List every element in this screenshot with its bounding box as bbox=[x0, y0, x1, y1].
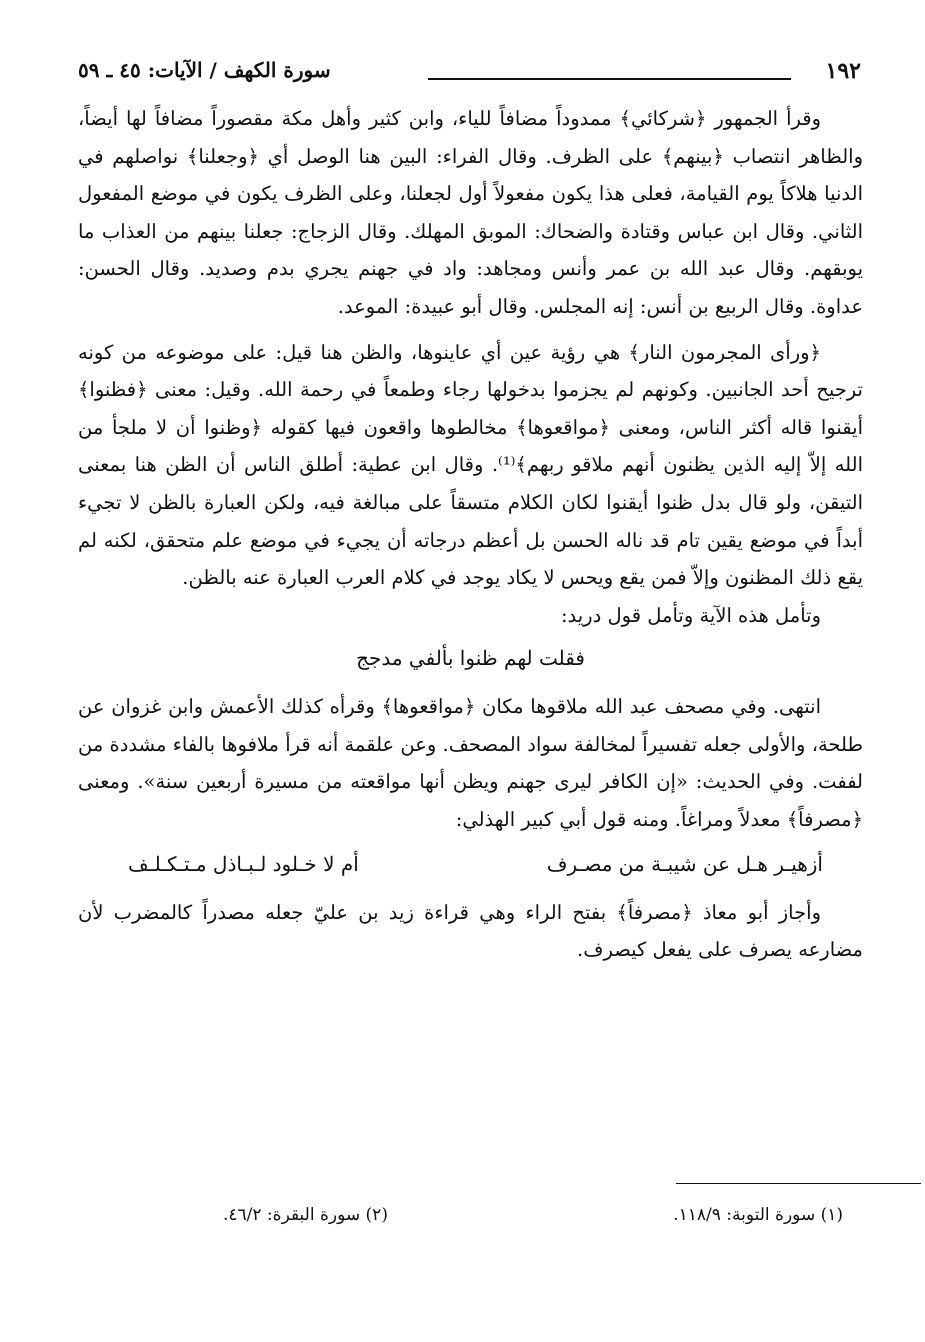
footnote-1: (١) سورة التوبة: ١١٨/٩. bbox=[673, 1205, 843, 1225]
paragraph-4: انتهى. وفي مصحف عبد الله ملاقوها مكان ﴿مواقعوها﴾ وقرأه كذلك الأعمش وابن غزوان عن طلحة، والأولى جعله تفسيراً لمخالفة سواد المصحف. وعن علقمة أنه قرأ ملافوها بالفاء مشددة من لففت. وفي الحديث: «إن الكافر ليرى جهنم ويظن أنها مواقعته من مسيرة أربعين سنة». ومعنى ﴿مصرفاً﴾ معدلاً ومراغاً. ومنه قول أبي كبير الهذلي: bbox=[78, 694, 863, 831]
page-number: ١٩٢ bbox=[825, 58, 861, 84]
verse-durayd: فقلت لهم ظنوا بألفي مدجج bbox=[356, 646, 585, 671]
running-header bbox=[78, 52, 863, 88]
paragraph-1: وقرأ الجمهور ﴿شركائي﴾ ممدوداً مضافاً للياء، وابن كثير وأهل مكة مقصوراً مضافاً لها أيضاً، والظاهر انتصاب ﴿بينهم﴾ على الظرف. وقال الفراء: البين هنا الوصل أي ﴿وجعلنا﴾ نواصلهم في الدنيا هلاكاً يوم القيامة، فعلى هذا يكون مفعولاً أول لجعلنا، وعلى الظرف يكون في موضع المفعول الثاني. وقال ابن عباس وقتادة والضحاك: الموبق المهلك. وقال الزجاج: جعلنا بينهم من العذاب ما يوبقهم. وقال عبد الله بن عمر وأنس ومجاهد: واد في جهنم يجري بدم وصديد. وقال الحسن: عداوة. وقال الربيع بن أنس: إنه المجلس. وقال أبو عبيدة: الموعد. bbox=[78, 107, 863, 318]
poem-second-hemistich: أم لا خـلود لـبـاذل مـتـكـلـف bbox=[128, 852, 359, 877]
footnote-2: (٢) سورة البقرة: ٤٦/٢. bbox=[223, 1205, 388, 1225]
footnote-rule bbox=[676, 1183, 921, 1184]
paragraph-2: ﴿ورأى المجرمون النار﴾ هي رؤية عين أي عاينوها، والظن هنا قيل: على موضوعه من كونه ترجيح أحد الجانبين. وكونهم لم يجزموا بدخولها رجاء وطمعاً في رحمة الله. وقيل: معنى ﴿فظنوا﴾ أيقنوا قاله أكثر الناس، ومعنى ﴿مواقعوها﴾ مخالطوها واقعون فيها كقوله ﴿وظنوا أن لا ملجأ من الله إلاّ إليه الذين يظنون أنهم ملاقو ربهم﴾⁽¹⁾. وقال ابن عطية: أطلق الناس أن الظن هنا بمعنى التيقن، ولو قال بدل ظنوا أيقنوا لكان الكلام متسقاً على مبالغة فيه، ولكن العبارة بالظن لا تجيء أبداً في موضع يقين تام قد ناله الحسن بل أعظم درجاته أن يجيء في موضع علم متحقق، لكنه لم يقع ذلك المظنون وإلاّ فمن يقع ويحس لا يكاد يوجد في كلام العرب العبارة عنه بالظن. bbox=[78, 340, 863, 590]
body-text bbox=[78, 100, 863, 969]
paragraph-3: وتأمل هذه الآية وتأمل قول دريد: bbox=[560, 603, 821, 627]
page bbox=[78, 52, 863, 969]
header-title: سورة الكهف / الآيات: ٤٥ ـ ٥٩ bbox=[78, 58, 331, 82]
poem-first-hemistich: أزهيـر هـل عن شيبـة من مصـرف bbox=[546, 852, 823, 877]
footnotes bbox=[223, 1205, 843, 1225]
header-rule bbox=[428, 78, 791, 80]
paragraph-5: وأجاز أبو معاذ ﴿مصرفاً﴾ بفتح الراء وهي قراءة زيد بن عليّ جعله مصدراً كالمضرب لأن مضارعه يصرف على يفعل كيصرف. bbox=[78, 900, 863, 962]
poem-hudhali bbox=[128, 846, 823, 884]
